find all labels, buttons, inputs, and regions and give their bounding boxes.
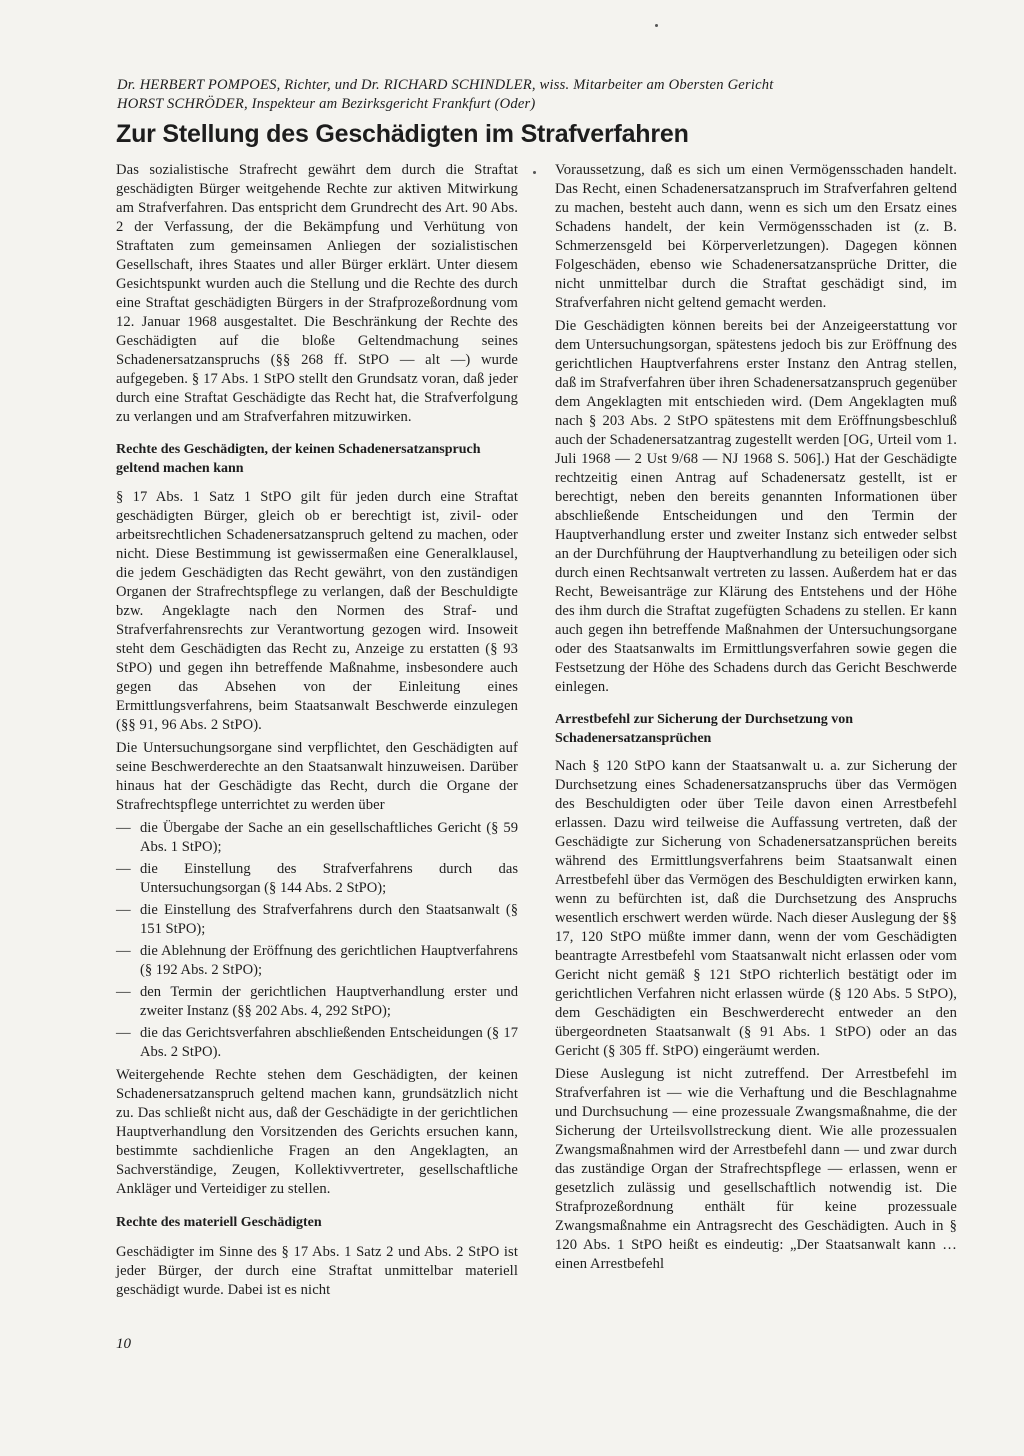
author-line-1: Dr. HERBERT POMPOES, Richter, und Dr. RICHARD SCHINDLER, wiss. Mitarbeiter am Obersten Gericht xyxy=(117,77,774,93)
scan-speck xyxy=(533,171,536,174)
section-heading: Arrestbefehl zur Sicherung der Durchsetzung von Schadenersatzansprüchen xyxy=(555,712,854,746)
page-number: 10 xyxy=(116,1336,131,1352)
author-line-2: HORST SCHRÖDER, Inspekteur am Bezirksgericht Frankfurt (Oder) xyxy=(117,96,536,112)
left-column xyxy=(116,161,518,1304)
right-column xyxy=(555,161,957,1278)
list-item: — den Termin der gerichtlichen Hauptverhandlung erster und zweiter Instanz (§§ 202 Abs. 4, 292 StPO); xyxy=(116,983,518,1021)
section-heading: Rechte des materiell Geschädigten xyxy=(116,1215,322,1230)
list-item: — die Einstellung des Strafverfahrens durch den Staatsanwalt (§ 151 StPO); xyxy=(116,901,518,939)
body-paragraph: Die Geschädigten können bereits bei der Anzeigeerstattung vor dem Untersuchungsorgan, spätestens jedoch bis zur Eröffnung des gerichtlichen Hauptverfahrens erster Instanz den Antrag stellen, daß im Strafverfahren über ihren Schadenersatzanspruch gegenüber dem Angeklagten mit entschieden wird. (Dem Angeklagten muß nach § 203 Abs. 2 StPO spätestens mit dem Eröffnungsbeschluß auch der Schadenersatzantrag zugestellt werden [OG, Urteil vom 1. Juli 1968 — 2 Ust 9/68 — NJ 1968 S. 506].) Hat der Geschädigte rechtzeitig einen Antrag auf Schadenersatz gestellt, ist er berechtigt, neben den bereits genannten Informationen über abschließende Entscheidungen und den Termin der Hauptverhandlung erster und zweiter Instanz sich entweder selbst an der Durchführung der Hauptverhandlung zu beteiligen oder sich durch einen Rechtsanwalt vertreten zu lassen. Außerdem hat er das Recht, Beweisanträge zur Klärung des Entstehens und der Höhe des ihm durch die Straftat zugefügten Schadens zu stellen. Er kann auch gegen ihn betreffende Maßnahmen der Untersuchungsorgane oder des Staatsanwalts im Ermittlungsverfahren sowie gegen die Festsetzung der Höhe des Schadens durch das Gericht Beschwerde einlegen. xyxy=(555,318,957,695)
body-paragraph: Die Untersuchungsorgane sind verpflichtet, den Geschädigten auf seine Beschwerderechte an den Staatsanwalt hinzuweisen. Darüber hinaus hat der Geschädigte das Recht, durch die Organe der Strafrechtspflege unterrichtet zu werden über xyxy=(116,740,518,813)
scan-speck xyxy=(655,24,658,27)
section-heading: Rechte des Geschädigten, der keinen Schadenersatzanspruch geltend machen kann xyxy=(116,442,481,476)
list-item: — die das Gerichtsverfahren abschließenden Entscheidungen (§ 17 Abs. 2 StPO). xyxy=(116,1024,518,1062)
author-byline xyxy=(117,76,917,114)
body-paragraph: Voraussetzung, daß es sich um einen Vermögensschaden handelt. Das Recht, einen Schadenersatzanspruch im Strafverfahren geltend zu machen, besteht auch dann, wenn es sich um den Ersatz eines Schadens handelt, der kein Vermögensschaden ist (z. B. Schmerzensgeld bei Körperverletzungen). Dagegen können Folgeschäden, ebenso wie Schadenersatzansprüche Dritter, die nicht unmittelbar durch die Straftat geschädigt sind, im Strafverfahren nicht geltend gemacht werden. xyxy=(555,162,957,311)
notification-list xyxy=(116,819,518,1062)
body-paragraph: § 17 Abs. 1 Satz 1 StPO gilt für jeden durch eine Straftat geschädigten Bürger, gleich ob er berechtigt ist, zivil- oder arbeitsrechtlichen Schadenersatzanspruch geltend zu machen, oder nicht. Diese Bestimmung ist gewissermaßen eine Generalklausel, die jedem Geschädigten das Recht gewährt, von den zuständigen Organen der Strafrechtspflege zu verlangen, daß der Beschuldigte bzw. Angeklagte nach den Normen des Straf- und Strafverfahrensrechts zur Verantwortung gezogen wird. Insoweit steht dem Geschädigten das Recht zu, Anzeige zu erstatten (§ 93 StPO) und gegen ihn betreffende Maßnahme, insbesondere auch gegen das Absehen von der Einleitung eines Ermittlungsverfahrens, beim Staatsanwalt Beschwerde einzulegen (§§ 91, 96 Abs. 2 StPO). xyxy=(116,489,518,733)
body-paragraph: Nach § 120 StPO kann der Staatsanwalt u. a. zur Sicherung der Durchsetzung eines Schadenersatzanspruchs über das Vermögen des Beschuldigten oder über Teile davon einen Arrestbefehl erlassen. Dazu wird teilweise die Auffassung vertreten, daß der Geschädigte zur Sicherung von Schadenersatzansprüchen bereits während des Ermittlungsverfahrens beim Staatsanwalt einen Arrestbefehl über das Vermögen des Beschuldigten erwirken kann, wenn zu befürchten ist, daß die Durchsetzung des Anspruchs wesentlich erschwert werden würde. Nach dieser Auslegung der §§ 17, 120 StPO müßte immer dann, wenn der vom Geschädigten beantragte Arrestbefehl vom Staatsanwalt nicht erlassen oder vom Gericht nicht gemäß § 121 StPO richterlich bestätigt oder im gerichtlichen Verfahren nicht erlassen würde (§ 120 Abs. 5 StPO), dem Geschädigten ein Beschwerderecht entweder an den übergeordneten Staatsanwalt (§ 91 Abs. 1 StPO) oder an das Gericht (§ 305 ff. StPO) eingeräumt werden. xyxy=(555,758,957,1059)
list-item: — die Ablehnung der Eröffnung des gerichtlichen Hauptverfahrens (§ 192 Abs. 2 StPO); xyxy=(116,942,518,980)
body-paragraph: Weitergehende Rechte stehen dem Geschädigten, der keinen Schadenersatzanspruch geltend machen kann, grundsätzlich nicht zu. Das schließt nicht aus, daß der Geschädigte in der gerichtlichen Hauptverhandlung den Vorsitzenden des Gerichts ersuchen kann, bestimmte sachdienliche Fragen an den Angeklagten, an Sachverständige, Zeugen, Kollektivvertreter, gesellschaftliche Ankläger und Verteidiger zu stellen. xyxy=(116,1067,518,1197)
body-paragraph: Diese Auslegung ist nicht zutreffend. Der Arrestbefehl im Strafverfahren ist — wie die Verhaftung und die Beschlagnahme und Durchsuchung — eine prozessuale Zwangsmaßnahme, die der Sicherung der Urteilsvollstreckung dient. Wie alle prozessualen Zwangsmaßnahmen wird der Arrestbefehl dann — und zwar durch das zuständige Organ der Strafrechtspflege — erlassen, wenn er gesetzlich zulässig und gesellschaftlich notwendig ist. Die Strafprozeßordnung enthält für keine prozessuale Zwangsmaßnahme ein Antragsrecht des Geschädigten. Auch in § 120 Abs. 1 StPO heißt es eindeutig: „Der Staatsanwalt kann … einen Arrestbefehl xyxy=(555,1066,957,1272)
list-item: — die Übergabe der Sache an ein gesellschaftliches Gericht (§ 59 Abs. 1 StPO); xyxy=(116,819,518,857)
list-item: — die Einstellung des Strafverfahrens durch das Untersuchungsorgan (§ 144 Abs. 2 StPO); xyxy=(116,860,518,898)
intro-paragraph: Das sozialistische Strafrecht gewährt dem durch die Straftat geschädigten Bürger weitgehende Rechte zur aktiven Mitwirkung am Strafverfahren. Das entspricht dem Grundrecht des Art. 90 Abs. 2 der Verfassung, der die Bekämpfung und Verhütung von Straftaten zum gemeinsamen Anliegen der sozialistischen Gesellschaft, ihres Staates und aller Bürger erklärt. Unter diesem Gesichtspunkt wurden auch die Stellung und die Rechte des durch eine Straftat geschädigten Bürgers in der Strafprozeßordnung vom 12. Januar 1968 ausgestaltet. Die Beschränkung der Rechte des Geschädigten auf die bloße Geltendmachung seines Schadenersatzanspruchs (§§ 268 ff. StPO — alt —) wurde aufgegeben. § 17 Abs. 1 StPO stellt den Grundsatz voran, daß jeder durch eine Straftat Geschädigte das Recht hat, die Strafverfolgung zu verlangen und am Strafverfahren mitzuwirken. xyxy=(116,162,518,425)
article-title: Zur Stellung des Geschädigten im Strafverfahren xyxy=(116,120,689,148)
body-paragraph: Geschädigter im Sinne des § 17 Abs. 1 Satz 2 und Abs. 2 StPO ist jeder Bürger, der durch eine Straftat unmittelbar materiell geschädigt wurde. Dabei ist es nicht xyxy=(116,1243,518,1298)
